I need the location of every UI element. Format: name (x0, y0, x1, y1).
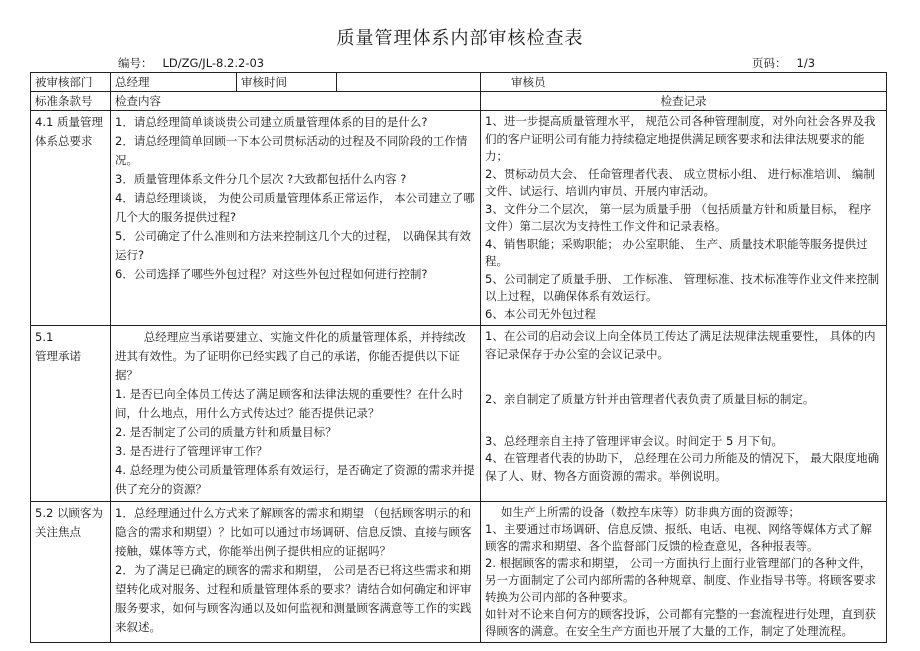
content-item: 1. 是否已向全体员工传达了满足顾客和法律法规的重要性？在什么时间，什么地点，用什么方式传达过？能否提供记录？ (115, 387, 464, 420)
clause-cell: 5.2 以顾客为关注焦点 (31, 502, 111, 643)
table-row (31, 502, 887, 643)
content-item: 6．公司选择了哪些外包过程？对这些外包过程如何进行控制? (115, 267, 428, 281)
audit-checklist-table (30, 72, 887, 643)
record-item: 1、在公司的启动会议上向全体员工传达了满足法规律法规重要性， 具体的内容记录保存于办公室的会议记录中。 (485, 329, 876, 361)
col-clause-header: 标准条款号 (31, 92, 111, 111)
content-item: 4. 总经理为使公司质量管理体系有效运行，是否确定了资源的需求并提供了充分的资源？ (115, 463, 475, 496)
content-item: 1．请总经理简单谈谈贵公司建立质量管理体系的目的是什么? (115, 115, 428, 129)
content-cell (111, 502, 481, 643)
record-item: 4、销售职能；采购职能； 办公室职能、 生产、质量技术职能等服务提供过程。 (485, 236, 868, 268)
time-value (337, 73, 481, 92)
content-item: 2．为了满足已确定的顾客的需求和期望， 公司是否已将这些需求和期望转化成对服务、过程和质量管理体系的要求？请结合如何确定和评审服务要求，如何与顾客沟通以及如何监视和测量顾客满意等工作的实践来叙述。 (115, 563, 472, 634)
dept-value: 总经理 (111, 73, 237, 92)
table-row (31, 111, 887, 326)
page-value: 1/3 (796, 56, 816, 70)
record-item: 3、总经理亲自主持了管理评审会议。时间定于 5 月下旬。 (485, 433, 783, 448)
record-item: 1、主要通过市场调研、信息反馈、报纸、电话、电视、网络等媒体方式了解顾客的需求和期望、各个监督部门反馈的检查意见，各种报表等。 (485, 522, 872, 553)
record-cell (481, 111, 887, 326)
record-cell (481, 326, 887, 502)
auditor-cell (481, 73, 887, 92)
record-item: 4、在管理者代表的协助下， 总经理在公司力所能及的情况下， 最大限度地确保了人、财、物各方面资源的需求。举例说明。 (485, 451, 880, 483)
col-record-header: 检查记录 (481, 92, 887, 111)
record-item: 1、进一步提高质量管理水平， 规范公司各种管理制度，对外向社会各界及我们的客户证明公司有能力持续稳定地提供满足顾客要求和法律法规要求的能力； (485, 114, 876, 163)
column-header-row (31, 92, 887, 111)
content-item: 4．请总经理谈谈， 为使公司质量管理体系正常运作， 本公司建立了哪几个大的服务提供过程? (115, 191, 475, 224)
content-item: 2. 是否制定了公司的质量方针和质量目标？ (115, 425, 337, 439)
record-item: 5、公司制定了质量手册、 工作标准、 管理标准、技术标准等作业文件来控制以上过程，以确保体系有效运行。 (485, 271, 880, 303)
dept-label: 被审核部门 (31, 73, 111, 92)
page-number (752, 55, 825, 71)
doc-code-label: 编号： (118, 56, 153, 70)
clause-code: 5.1 (35, 330, 54, 344)
page-label: 页码： (752, 56, 787, 70)
content-cell (111, 111, 481, 326)
content-item: 5．公司确定了什么准则和方法来控制这几个大的过程， 以确保其有效运行? (115, 229, 471, 262)
record-cell (481, 502, 887, 643)
record-item: 2、贯标动员大会、 任命管理者代表、 成立贯标小组、 进行标准培训、 编制文件、试运行、培训内审员、开展内审活动。 (485, 166, 875, 198)
auditor-label: 审核员 (511, 75, 546, 89)
doc-code-value: LD/ZG/JL-8.2.2-03 (162, 56, 265, 70)
header-row-dept (31, 73, 887, 92)
clause-cell (31, 326, 111, 502)
content-intro: 总经理应当承诺要建立、实施文件化的质量管理体系，并持续改进其有效性。为了证明你已经实践了自己的承诺，你能否提供以下证据？ (115, 330, 466, 382)
clause-name: 管理承诺 (35, 349, 81, 363)
content-item: 1．总经理通过什么方式来了解顾客的需求和期望 （包括顾客明示的和隐含的需求和期望）？比如可以通过市场调研、信息反馈、直接与顾客接触，媒体等方式，你能举出例子提供相应的证据吗？ (115, 506, 472, 558)
table-row (31, 326, 887, 502)
col-content-header: 检查内容 (111, 92, 481, 111)
record-item: 2. 根据顾客的需求和期望， 公司一方面执行上面行业管理部门的各种文件，另一方面制定了公司内部所需的各种规章、制度、作业指导书等。将顾客要求转换为公司内部的各种要求。 (485, 556, 876, 604)
content-item: 3. 是否进行了管理评审工作？ (115, 444, 268, 458)
content-cell (111, 326, 481, 502)
document-code (118, 55, 274, 71)
record-item: 2、亲自制定了质量方针并由管理者代表负责了质量目标的制定。 (485, 392, 815, 406)
record-item: 3、文件分二个层次， 第一层为质量手册 （包括质量方针和质量目标， 程序文件）第二层次为支持性工作文件和记录表格。 (485, 201, 872, 233)
time-label: 审核时间 (237, 73, 337, 92)
record-item: 6、本公司无外包过程 (485, 306, 596, 321)
clause-cell: 4.1 质量管理体系总要求 (31, 111, 111, 326)
record-item: 如针对不论来自何方的顾客投诉，公司都有完整的一套流程进行处理，直到获得顾客的满意。在安全生产方面也开展了大量的工作，制定了处理流程。 (485, 607, 876, 638)
content-item: 2．请总经理简单回顾一下本公司贯标活动的过程及不同阶段的工作情况。 (115, 134, 468, 167)
content-item: 3．质量管理体系文件分几个层次 ?大致都包括什么内容 ? (115, 172, 407, 186)
page-title: 质量管理体系内部审核检查表 (336, 28, 584, 49)
record-lead: 如生产上所需的设备（数控车床等）防非典方面的资源等； (501, 505, 800, 519)
